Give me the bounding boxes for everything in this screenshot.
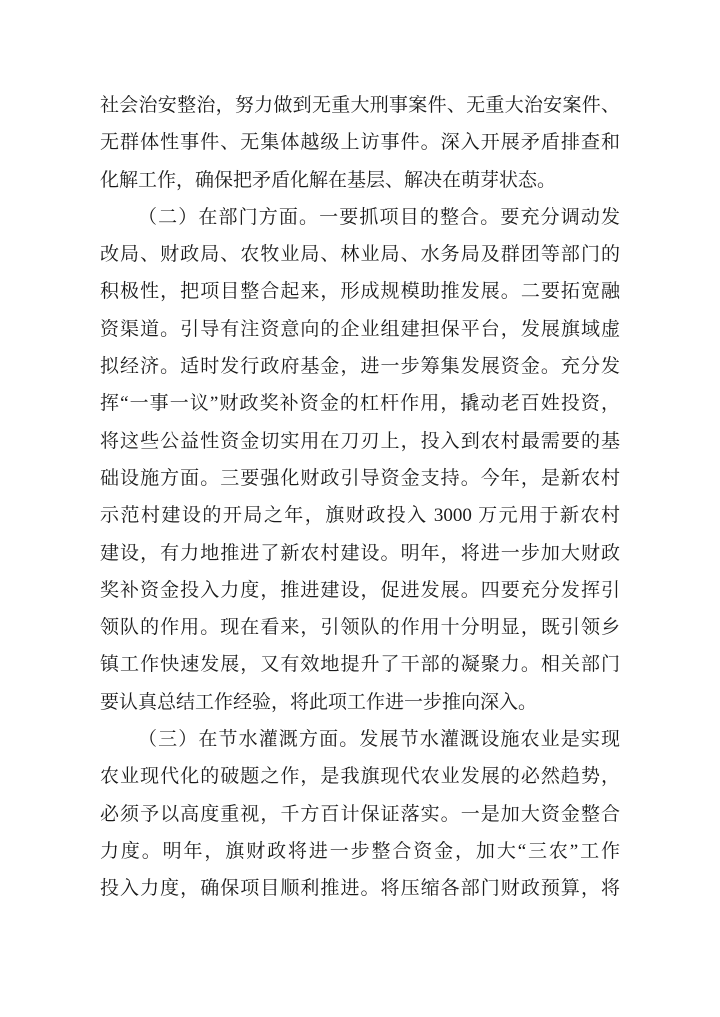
text-line: 资渠道。引导有注资意向的企业组建担保平台，发展旗域虚 (100, 318, 620, 340)
text-line: 奖补资金投入力度，推进建设，促进发展。四要充分发挥引 (100, 579, 620, 601)
document-body (100, 87, 620, 908)
text-line: （三）在节水灌溉方面。发展节水灌溉设施农业是实现 (138, 729, 620, 751)
text-line: 示范村建设的开局之年，旗财政投入 3000 万元用于新农村 (100, 505, 620, 527)
text-line: 拟经济。适时发行政府基金，进一步筹集发展资金。充分发 (100, 356, 620, 378)
text-line: 投入力度，确保项目顺利推进。将压缩各部门财政预算，将 (100, 878, 620, 900)
text-line: （二）在部门方面。一要抓项目的整合。要充分调动发 (138, 206, 620, 228)
text-line: 要认真总结工作经验，将此项工作进一步推向深入。 (100, 691, 538, 713)
text-line: 农业现代化的破题之作，是我旗现代农业发展的必然趋势， (100, 766, 620, 788)
text-line: 力度。明年，旗财政将进一步整合资金，加大“三农”工作 (100, 840, 620, 862)
text-line: 社会治安整治，努力做到无重大刑事案件、无重大治安案件、 (100, 95, 620, 116)
text-line: 积极性，把项目整合起来，形成规模助推发展。二要拓宽融 (100, 281, 620, 303)
text-line: 将这些公益性资金切实用在刀刃上，投入到农村最需要的基 (100, 430, 620, 452)
text-line: 挥“一事一议”财政奖补资金的杠杆作用，撬动老百姓投资， (100, 393, 620, 415)
text-line: 化解工作，确保把矛盾化解在基层、解决在萌芽状态。 (100, 169, 557, 191)
text-line: 改局、财政局、农牧业局、林业局、水务局及群团等部门的 (100, 244, 620, 266)
text-line: 镇工作快速发展，又有效地提升了干部的凝聚力。相关部门 (100, 654, 620, 676)
text-line: 无群体性事件、无集体越级上访事件。深入开展矛盾排查和 (100, 132, 620, 154)
text-line: 础设施方面。三要强化财政引导资金支持。今年，是新农村 (100, 467, 620, 489)
text-line: 建设，有力地推进了新农村建设。明年，将进一步加大财政 (100, 542, 620, 564)
text-line: 必须予以高度重视，千方百计保证落实。一是加大资金整合 (100, 803, 620, 825)
text-line: 领队的作用。现在看来，引领队的作用十分明显，既引领乡 (100, 617, 620, 639)
